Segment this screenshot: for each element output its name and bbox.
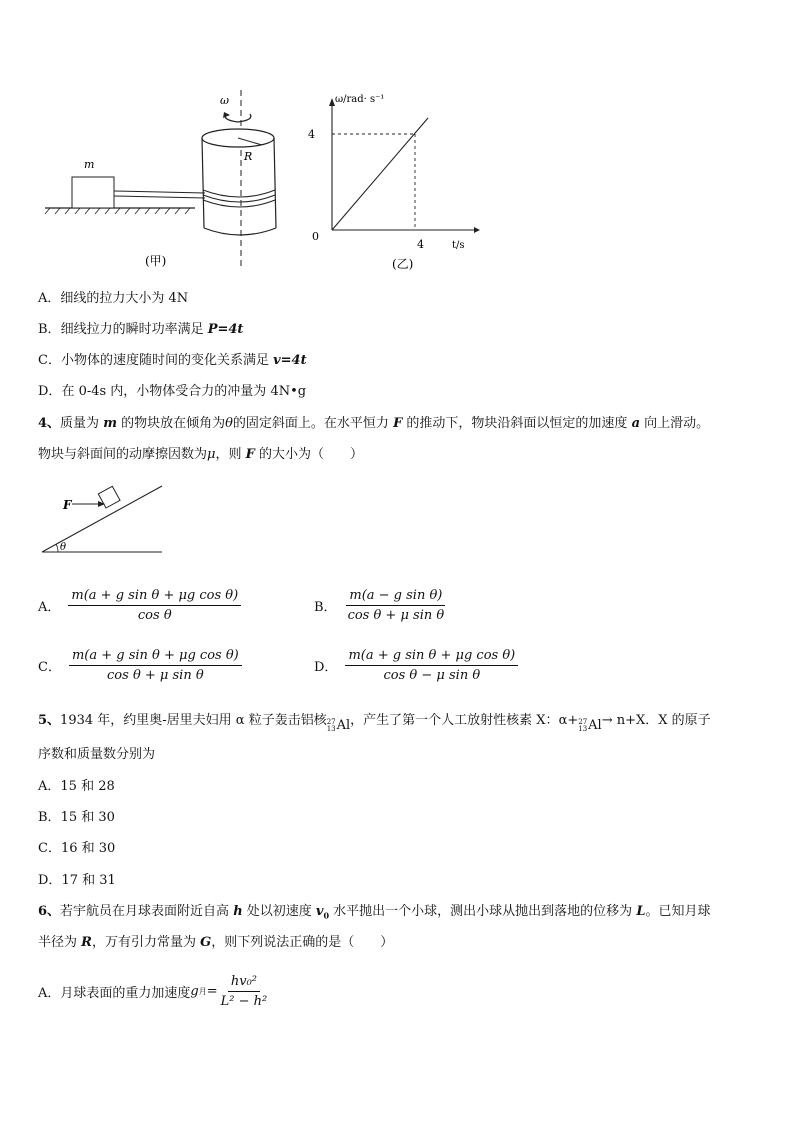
q5-option-b: B．15 和 30 xyxy=(38,810,115,825)
q5-stem-line2: 序数和质量数分别为 xyxy=(38,747,156,762)
block-m xyxy=(72,177,114,208)
q4-option-a-formula: $\frac{\text{m(a + g sin θ + μg cos θ)}}{\text{cos θ}}$ xyxy=(68,588,241,623)
caption-left: (甲) xyxy=(145,254,167,268)
q6-stem-line1: 6、若宇航员在月球表面附近自高 h 处以初速度 $v_0$ 水平抛出一个小球，测出小球从抛出到落地的位移为 L。已知月球 xyxy=(38,904,711,921)
q4-option-c-formula: $\frac{\text{m(a + g sin θ + μg cos θ)}}{\text{cos θ + μ sin θ}}$ xyxy=(69,648,242,683)
q4-option-d: D． $\frac{\text{m(a + g sin θ + μg cos θ)}}{\text{cos θ − μ sin θ}}$ xyxy=(314,648,518,683)
force-label: F xyxy=(63,498,72,512)
x-axis-label: t/s xyxy=(452,240,465,251)
q6-stem-line2: 半径为 R，万有引力常量为 G，则下列说法正确的是（ ） xyxy=(38,935,394,950)
caption-right: (乙) xyxy=(392,257,414,271)
q4-option-c: C． $\frac{\text{m(a + g sin θ + μg cos θ)}}{\text{cos θ + μ sin θ}}$ xyxy=(38,648,242,683)
q3-option-c: C．小物体的速度随时间的变化关系满足 v=4t xyxy=(38,353,307,368)
q4-option-b: B． $\frac{\text{m(a − g sin θ)}}{\text{cos θ + μ sin θ}}$ xyxy=(314,588,447,623)
origin-label: 0 xyxy=(312,230,319,243)
figure-rotating-cylinder xyxy=(40,90,480,275)
omega-line xyxy=(332,118,428,230)
y-axis-label: ω/rad· s⁻¹ xyxy=(335,94,385,105)
q3-option-d: D．在 0-4s 内，小物体受合力的冲量为 4N•g xyxy=(38,384,307,399)
q6-option-a: A． 月球表面的重力加速度 g 月 = $\frac{\text{hv₀²}}{\text{L² − h²}}$ xyxy=(38,974,270,1009)
al-nucleus-1: 27 13 Al xyxy=(326,718,351,733)
q4-stem-line1: 4、质量为 m 的物块放在倾角为θ的固定斜面上。在水平恒力 F 的推动下，物块沿斜面以恒定的加速度 a 向上滑动。 xyxy=(38,416,710,431)
mass-label: m xyxy=(84,158,95,171)
angle-label: θ xyxy=(60,542,67,553)
omega-label: ω xyxy=(220,94,229,107)
q5-stem-line1: 5、1934 年，约里奥-居里夫妇用 α 粒子轰击铝核 27 13 Al ，产生了第一个人工放射性核素 X：α+ 27 13 Al → n+X．X 的原子 xyxy=(38,713,711,733)
q5-option-a: A．15 和 28 xyxy=(38,779,115,794)
figure-incline xyxy=(38,478,168,558)
q3-option-b: B．细线拉力的瞬时功率满足 P=4t xyxy=(38,322,244,337)
q4-stem-line2: 物块与斜面间的动摩擦因数为μ，则 F 的大小为（ ） xyxy=(38,447,363,462)
radius-label: R xyxy=(244,150,253,163)
q4-option-a: A． $\frac{\text{m(a + g sin θ + μg cos θ)}}{\text{cos θ}}$ xyxy=(38,588,241,623)
q6-option-a-formula: $\frac{\text{hv₀²}}{\text{L² − h²}}$ xyxy=(220,974,268,1009)
q5-option-d: D．17 和 31 xyxy=(38,873,116,888)
q3-option-a: A．细线的拉力大小为 4N xyxy=(38,291,189,306)
q4-option-d-formula: $\frac{\text{m(a + g sin θ + μg cos θ)}}{\text{cos θ − μ sin θ}}$ xyxy=(345,648,518,683)
x-tick: 4 xyxy=(417,238,424,251)
al-nucleus-2: 27 13 Al xyxy=(578,718,602,733)
y-tick: 4 xyxy=(308,128,315,141)
q5-option-c: C．16 和 30 xyxy=(38,841,116,856)
q4-option-b-formula: $\frac{\text{m(a − g sin θ)}}{\text{cos θ + μ sin θ}}$ xyxy=(347,588,445,623)
